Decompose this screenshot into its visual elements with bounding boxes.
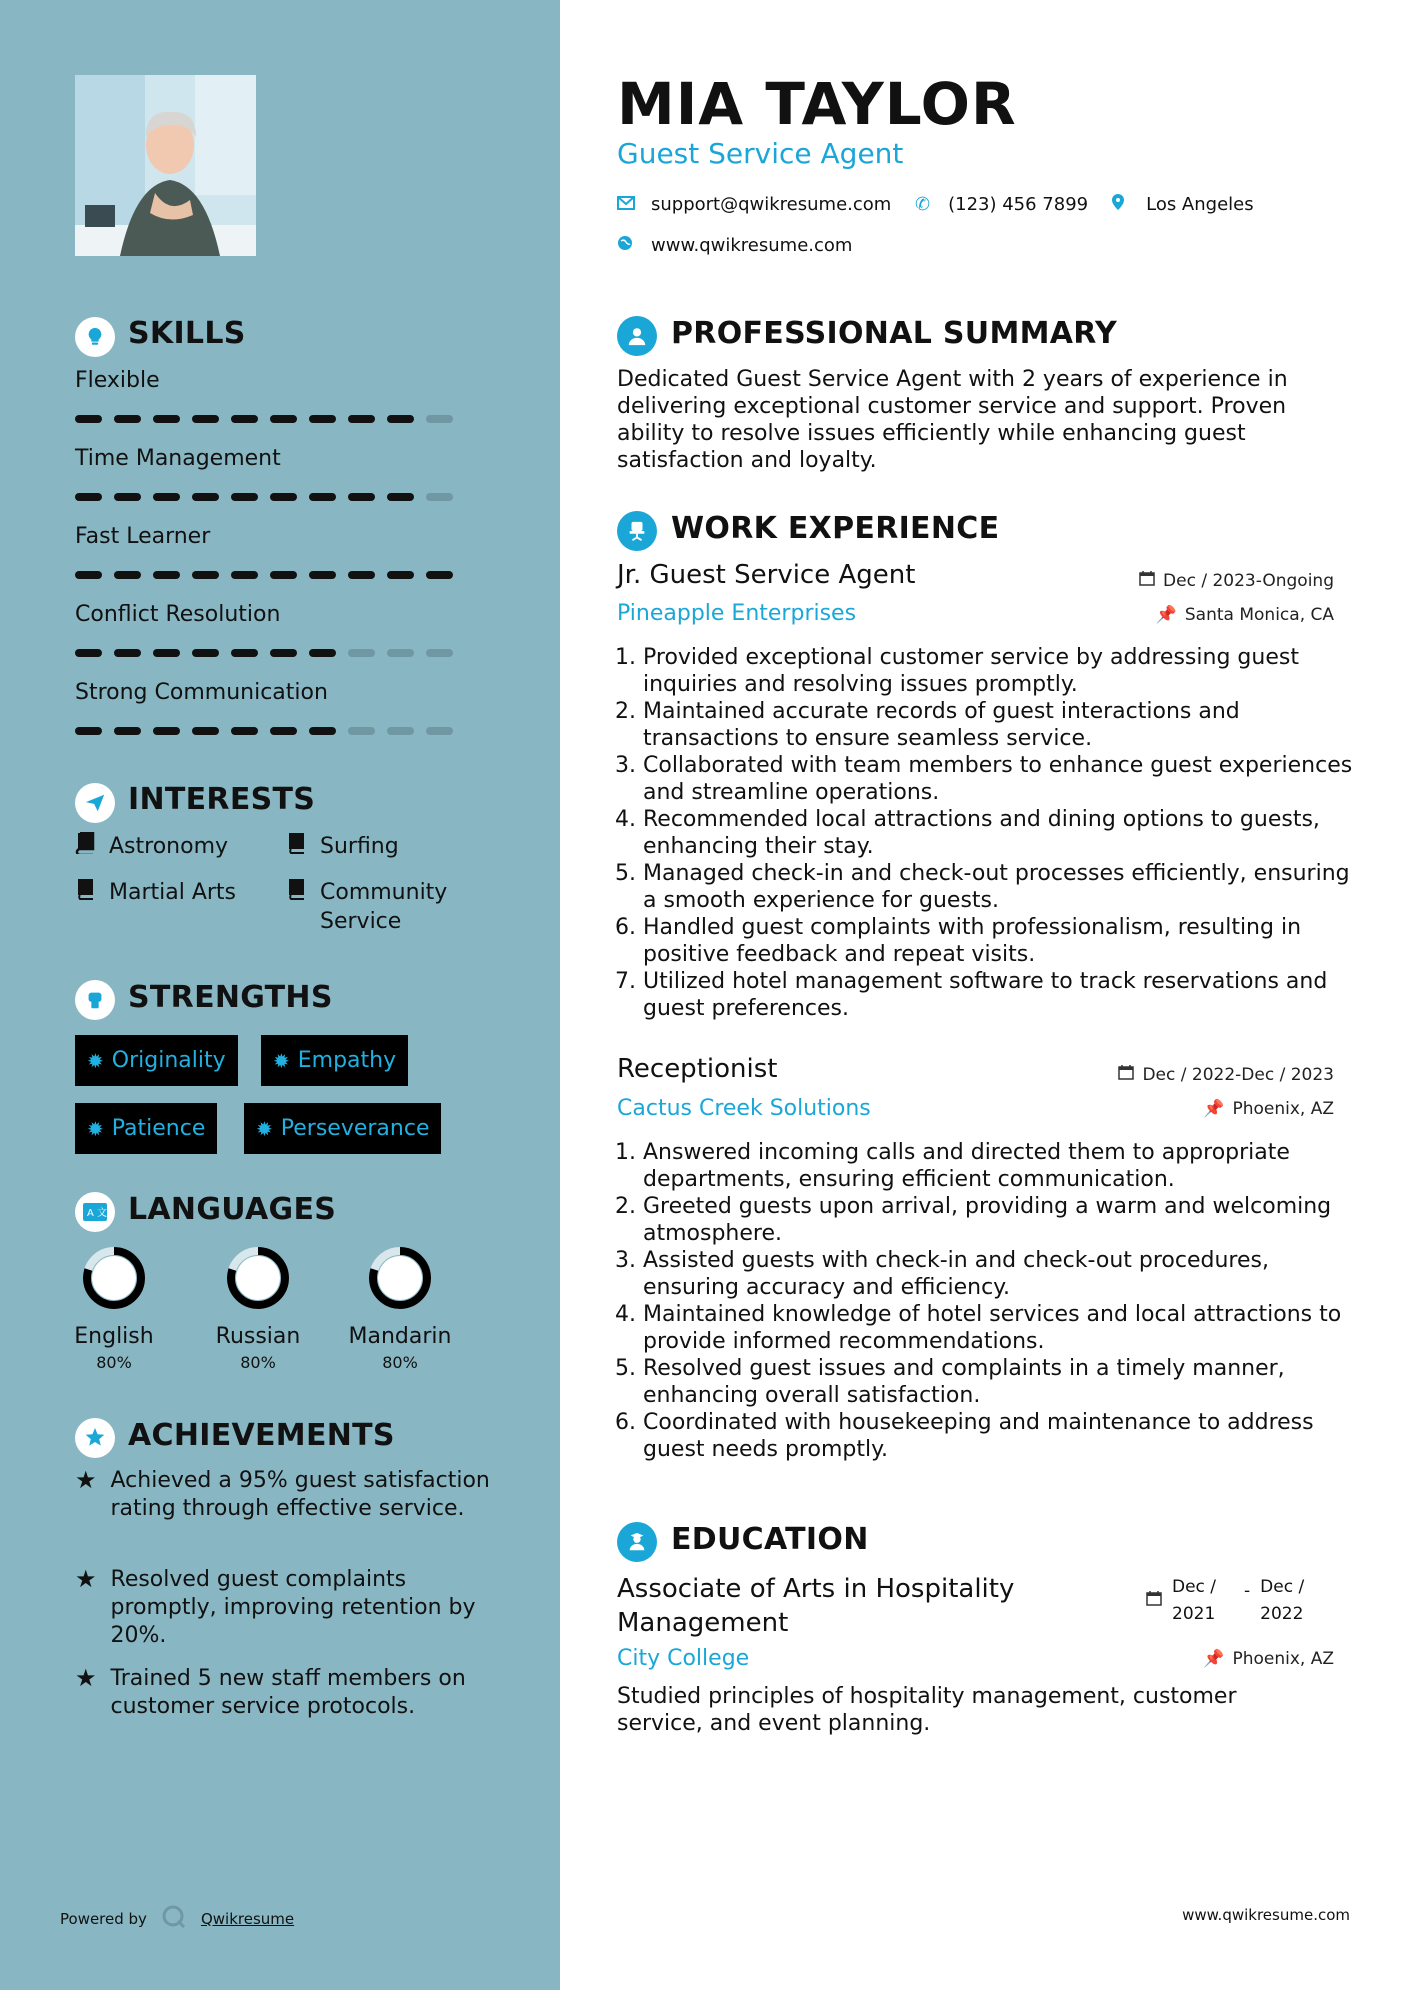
skill-item xyxy=(75,524,453,579)
language-percent: 80% xyxy=(382,1353,418,1372)
school-name: City College xyxy=(617,1646,750,1671)
list-item: 1. Answered incoming calls and directed them to appropriate departments, ensuring efficient communication. xyxy=(643,1139,1357,1193)
qwikresume-logo-icon xyxy=(161,1904,187,1934)
book-icon xyxy=(75,878,95,908)
badge-star-icon: ✹ xyxy=(87,1116,104,1141)
calendar-icon xyxy=(1118,1064,1134,1085)
education-title: EDUCATION xyxy=(671,1522,869,1557)
star-badge-icon xyxy=(75,1418,115,1458)
rating-dash xyxy=(192,649,219,657)
list-item: 1. Provided exceptional customer service by addressing guest inquiries and resolving issues promptly. xyxy=(643,644,1357,698)
rating-dash xyxy=(231,727,258,735)
job-title: Receptionist xyxy=(617,1054,778,1084)
skill-rating xyxy=(75,727,453,735)
badge-star-icon: ✹ xyxy=(273,1048,290,1073)
achievement-item: ★ Resolved guest complaints promptly, improving retention by 20%. xyxy=(75,1565,476,1648)
interest-item: Surfing xyxy=(286,832,399,862)
language-name: Mandarin xyxy=(348,1324,452,1349)
language-item xyxy=(340,1246,460,1372)
book-icon xyxy=(286,878,306,908)
rating-dash xyxy=(348,493,375,501)
rating-dash xyxy=(231,571,258,579)
rating-dash xyxy=(153,415,180,423)
rating-dash xyxy=(387,727,414,735)
star-icon: ★ xyxy=(75,1565,97,1593)
rating-dash xyxy=(75,649,102,657)
list-item: 2. Greeted guests upon arrival, providing a warm and welcoming atmosphere. xyxy=(643,1193,1357,1247)
skill-item xyxy=(75,368,453,423)
job-location: 📌 Phoenix, AZ xyxy=(1203,1099,1334,1119)
pin-icon: 📌 xyxy=(1155,605,1177,625)
paper-plane-icon xyxy=(75,783,115,823)
company-name: Cactus Creek Solutions xyxy=(617,1096,871,1121)
list-item: 5. Resolved guest issues and complaints in a timely manner, enhancing overall satisfaction. xyxy=(643,1355,1357,1409)
rating-dash xyxy=(231,649,258,657)
rating-dash xyxy=(387,571,414,579)
interest-item: Astronomy xyxy=(75,832,228,862)
rating-dash xyxy=(426,649,453,657)
interests-title: INTERESTS xyxy=(128,782,316,817)
rating-dash xyxy=(114,571,141,579)
job-location: 📌 Santa Monica, CA xyxy=(1155,605,1334,625)
profile-photo xyxy=(75,75,256,256)
pin-icon: 📌 xyxy=(1203,1099,1225,1119)
achievement-item: ★ Achieved a 95% guest satisfaction rating through effective service. xyxy=(75,1466,490,1521)
skill-rating xyxy=(75,649,453,657)
job-bullets xyxy=(617,644,1357,1022)
achievements-title: ACHIEVEMENTS xyxy=(128,1418,395,1453)
languages-title: LANGUAGES xyxy=(128,1192,337,1227)
website-contact: www.qwikresume.com xyxy=(617,235,852,256)
education-text: Studied principles of hospitality management, customer service, and event planning. xyxy=(617,1684,1237,1736)
rating-dash xyxy=(387,415,414,423)
list-item: 5. Managed check-in and check-out processes efficiently, ensuring a smooth experience for guests. xyxy=(643,860,1357,914)
map-pin-icon xyxy=(1112,194,1124,215)
skill-rating xyxy=(75,571,453,579)
rating-dash xyxy=(114,415,141,423)
candidate-name: MIA TAYLOR xyxy=(617,70,1017,138)
language-name: English xyxy=(74,1324,154,1349)
rating-dash xyxy=(270,571,297,579)
list-item: 6. Handled guest complaints with professionalism, resulting in positive feedback and repeat visits. xyxy=(643,914,1357,968)
rating-dash xyxy=(270,415,297,423)
language-donut xyxy=(226,1246,290,1310)
rating-dash xyxy=(309,493,336,501)
sidebar xyxy=(0,0,560,1990)
skill-label: Conflict Resolution xyxy=(75,602,281,627)
skill-label: Strong Communication xyxy=(75,680,328,705)
rating-dash xyxy=(348,727,375,735)
badge-star-icon: ✹ xyxy=(87,1048,104,1073)
strength-badge: ✹ Originality xyxy=(75,1035,238,1086)
main-content xyxy=(560,0,1407,1990)
star-icon: ★ xyxy=(75,1664,97,1692)
rating-dash xyxy=(309,649,336,657)
footer-website-link[interactable]: www.qwikresume.com xyxy=(1182,1906,1350,1924)
fist-icon xyxy=(75,980,115,1020)
rating-dash xyxy=(309,415,336,423)
rating-dash xyxy=(75,493,102,501)
rating-dash xyxy=(153,727,180,735)
strength-badge: ✹ Perseverance xyxy=(244,1103,441,1154)
job-date: Dec / 2022-Dec / 2023 xyxy=(1118,1064,1334,1085)
globe-icon xyxy=(617,235,633,256)
skill-item xyxy=(75,680,453,735)
skill-item xyxy=(75,602,453,657)
rating-dash xyxy=(426,493,453,501)
donut-center xyxy=(378,1256,422,1300)
rating-dash xyxy=(75,727,102,735)
donut-center xyxy=(236,1256,280,1300)
skill-label: Fast Learner xyxy=(75,524,211,549)
rating-dash xyxy=(426,571,453,579)
rating-dash xyxy=(387,493,414,501)
rating-dash xyxy=(387,649,414,657)
rating-dash xyxy=(114,493,141,501)
rating-dash xyxy=(75,415,102,423)
rating-dash xyxy=(192,415,219,423)
calendar-icon xyxy=(1139,570,1155,591)
rating-dash xyxy=(309,571,336,579)
company-name: Pineapple Enterprises xyxy=(617,601,857,626)
skill-label: Flexible xyxy=(75,368,160,393)
phone-icon: ✆ xyxy=(915,194,931,215)
language-name: Russian xyxy=(215,1324,301,1349)
svg-text:文: 文 xyxy=(97,1208,107,1219)
rating-dash xyxy=(231,493,258,501)
degree-title: Associate of Arts in Hospitality Management xyxy=(617,1574,1015,1638)
list-item: 3. Collaborated with team members to enhance guest experiences and streamline operations. xyxy=(643,752,1357,806)
rating-dash xyxy=(153,571,180,579)
phone-contact: ✆ (123) 456 7899 Los Angeles xyxy=(915,194,1254,215)
lightbulb-icon xyxy=(75,317,115,357)
star-icon: ★ xyxy=(75,1466,97,1494)
language-item xyxy=(54,1246,174,1372)
rating-dash xyxy=(75,571,102,579)
calendar-icon xyxy=(1146,1588,1162,1628)
skills-title: SKILLS xyxy=(128,316,246,351)
rating-dash xyxy=(153,493,180,501)
rating-dash xyxy=(426,727,453,735)
rating-dash xyxy=(153,649,180,657)
experience-title: WORK EXPERIENCE xyxy=(671,511,1000,546)
email-contact: support@qwikresume.com xyxy=(617,194,891,215)
skill-label: Time Management xyxy=(75,446,281,471)
interest-item: Martial Arts xyxy=(75,878,236,908)
rating-dash xyxy=(348,649,375,657)
graduation-icon xyxy=(617,1522,657,1562)
job-bullets xyxy=(617,1139,1357,1463)
rating-dash xyxy=(114,649,141,657)
language-item xyxy=(198,1246,318,1372)
list-item: 3. Assisted guests with check-in and check-out procedures, ensuring accuracy and efficiency. xyxy=(643,1247,1357,1301)
envelope-icon xyxy=(617,194,635,215)
strengths-title: STRENGTHS xyxy=(128,980,333,1015)
skill-item xyxy=(75,446,453,501)
rating-dash xyxy=(270,727,297,735)
list-item: 7. Utilized hotel management software to track reservations and guest preferences. xyxy=(643,968,1357,1022)
candidate-role: Guest Service Agent xyxy=(617,137,904,170)
donut-center xyxy=(92,1256,136,1300)
rating-dash xyxy=(114,727,141,735)
rating-dash xyxy=(426,415,453,423)
badge-star-icon: ✹ xyxy=(256,1116,273,1141)
rating-dash xyxy=(192,571,219,579)
svg-text:A: A xyxy=(87,1208,94,1219)
summary-title: PROFESSIONAL SUMMARY xyxy=(671,316,1118,351)
interest-item: Community Service xyxy=(286,878,486,936)
book-icon xyxy=(75,832,95,862)
skill-rating xyxy=(75,415,453,423)
pin-icon: 📌 xyxy=(1203,1649,1225,1669)
rating-dash xyxy=(348,415,375,423)
language-donut xyxy=(368,1246,432,1310)
list-item: 4. Maintained knowledge of hotel services and local attractions to provide informed recommendations. xyxy=(643,1301,1357,1355)
list-item: 4. Recommended local attractions and dining options to guests, enhancing their stay. xyxy=(643,806,1357,860)
language-percent: 80% xyxy=(96,1353,132,1372)
education-location: 📌 Phoenix, AZ xyxy=(1203,1649,1334,1669)
qwikresume-link[interactable]: Qwikresume xyxy=(200,1910,295,1928)
rating-dash xyxy=(348,571,375,579)
strength-badge: ✹ Patience xyxy=(75,1103,217,1154)
language-donut xyxy=(82,1246,146,1310)
rating-dash xyxy=(231,415,258,423)
book-icon xyxy=(286,832,306,862)
rating-dash xyxy=(270,493,297,501)
skill-rating xyxy=(75,493,453,501)
list-item: 2. Maintained accurate records of guest interactions and transactions to ensure seamless service. xyxy=(643,698,1357,752)
achievement-item: ★ Trained 5 new staff members on customer service protocols. xyxy=(75,1664,466,1719)
language-icon xyxy=(75,1192,115,1232)
rating-dash xyxy=(192,493,219,501)
job-date: Dec / 2023-Ongoing xyxy=(1139,570,1334,591)
user-icon xyxy=(617,316,657,356)
rating-dash xyxy=(192,727,219,735)
language-percent: 80% xyxy=(240,1353,276,1372)
chair-icon xyxy=(617,511,657,551)
summary-text: Dedicated Guest Service Agent with 2 years of experience in delivering exceptional customer service and support. Proven ability to resolve issues efficiently while enhancing guest satisfaction and loyalty. xyxy=(617,367,1288,473)
rating-dash xyxy=(309,727,336,735)
powered-by: Powered by Qwikresume xyxy=(60,1904,294,1934)
strength-badge: ✹ Empathy xyxy=(261,1035,408,1086)
rating-dash xyxy=(270,649,297,657)
job-title: Jr. Guest Service Agent xyxy=(617,560,916,590)
education-dates: Dec / 2021 - Dec / 2022 xyxy=(1146,1574,1304,1628)
list-item: 6. Coordinated with housekeeping and maintenance to address guest needs promptly. xyxy=(643,1409,1357,1463)
